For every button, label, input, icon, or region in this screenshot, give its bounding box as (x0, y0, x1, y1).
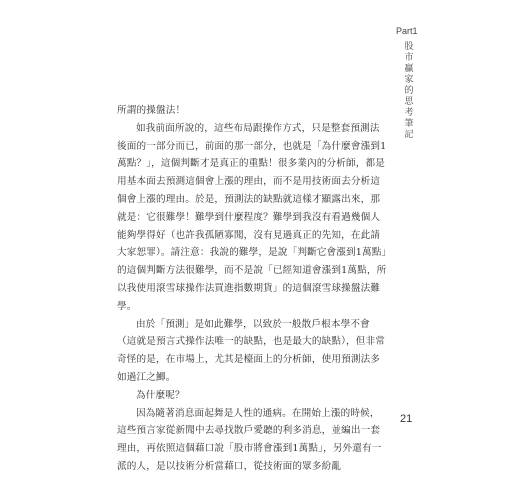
book-title-vertical: 股市贏家的思考筆記 (404, 42, 414, 140)
paragraph: 如我前面所說的，這些布局跟操作方式，只是整套預測法後面的一部分而已，前面的那一部分，也就是「為什麼會漲到1萬點？」，這個判斷才是真正的重點！很多業內的分析師，都是用基本面去預測這個會上漲的理由，而不是用技術面去分析這個會上漲的理由。於是，預測法的缺點就這樣才顯露出來，那就是：它很難學！難學到什麼程度？難學到我沒有看過幾個人能夠學得好（也許我孤陋寡聞，沒有見過真正的先知，在此請大家恕罪）。請注意：我說的難學，是說「判斷它會漲到1萬點」的這個判斷方法很難學，而不是說「已經知道會漲到1萬點，所以我使用滾雪球操作法買進指數期貨」的這個滾雪球操盤法難學。 (117, 122, 387, 312)
page-number: 21 (400, 413, 413, 425)
paragraph: 由於「預測」是如此難學，以致於一般散戶根本學不會（這就是預言式操作法唯一的缺點，也是最大的缺點），但非常奇怪的是，在市場上，尤其是檯面上的分析師，使用預測法多如過江之鯽。 (117, 318, 386, 383)
paragraph: 為什麼呢？ (136, 389, 185, 401)
paragraph: 因為隨著消息面起舞是人性的通病。在開始上漲的時候，這些預言家從新聞中去尋找散戶愛聽的利多消息，並編出一套理由，再依照這個藉口說「股市將會漲到1萬點」，另外還有一派的人，是以技術分析當藉口，從技術面的眾多紛亂 (117, 407, 382, 472)
part-label: Part1 (396, 26, 418, 36)
body-text (117, 102, 388, 476)
paragraph-heading: 所謂的操盤法！ (117, 105, 186, 116)
